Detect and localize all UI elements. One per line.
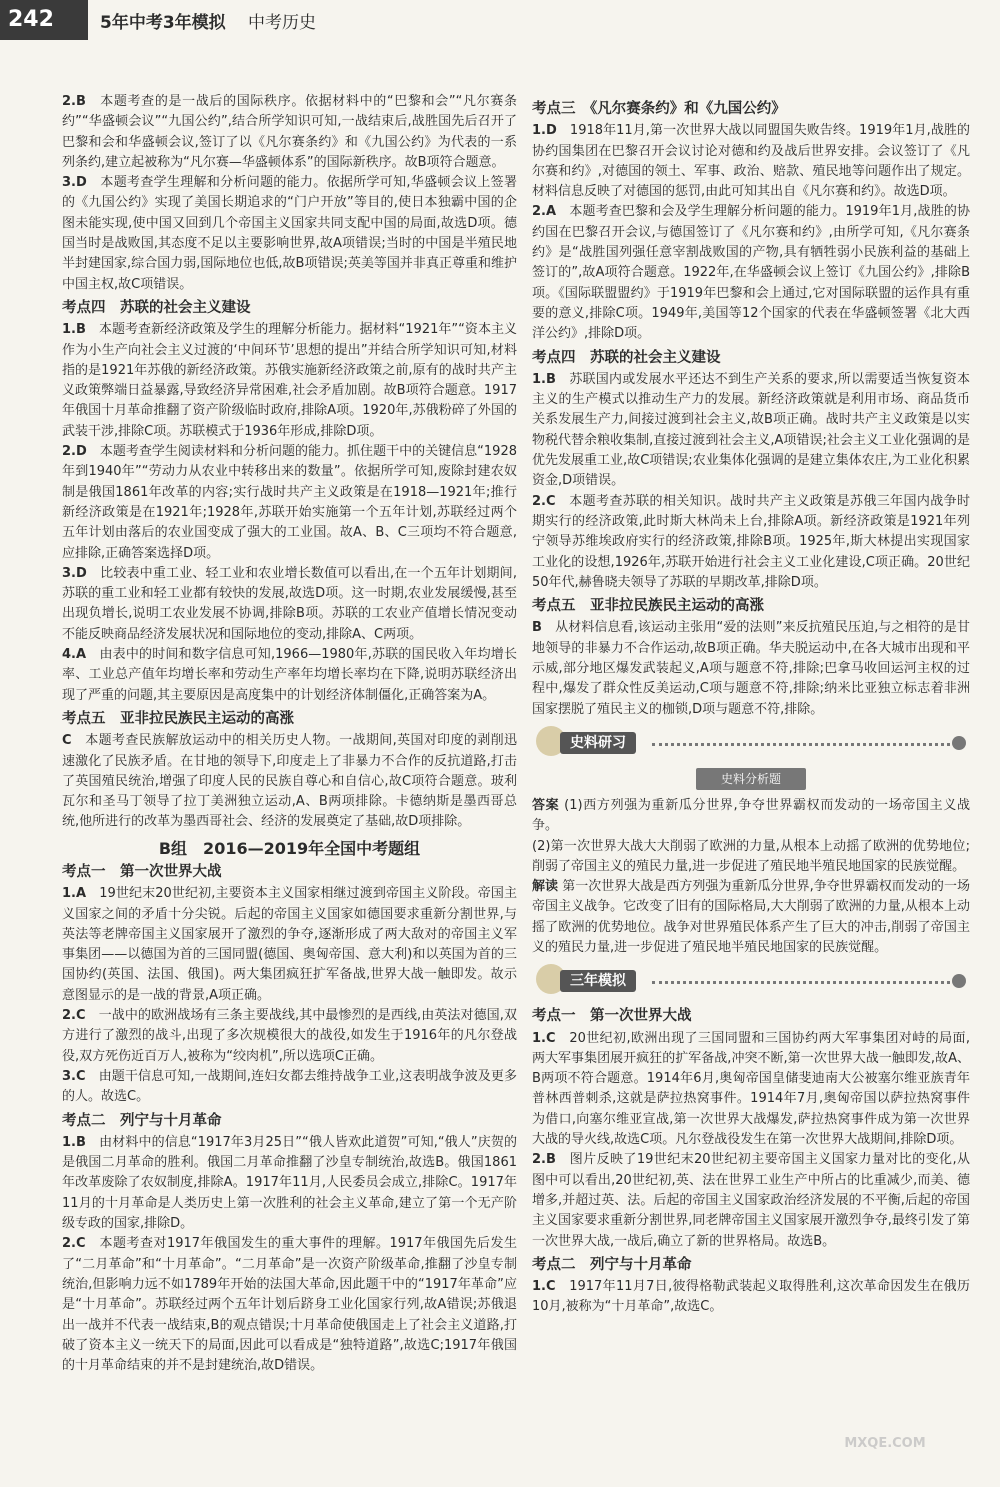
- section-heading: 考点一 第一次世界大战: [532, 1008, 692, 1025]
- section-heading: 考点三 《凡尔赛条约》和《九国公约》: [532, 101, 786, 117]
- item-text: 本题考查的是一战后的国际秩序。依据材料中的“巴黎和会”“凡尔赛条约”“华盛顿会议”“九国公约”,结合所学知识可知,一战结束后,战胜国先后召开了巴黎和会和华盛顿会议,签订了以《凡尔赛条约》和《九国公约》为代表的一系列条约,建立起被称为“凡尔赛—华盛顿体系”的国际新秩序。故B项符合题意。: [62, 94, 517, 170]
- section-banner-mock: [532, 964, 970, 1000]
- b-kd1-items: [62, 884, 517, 1107]
- answer-item: [62, 442, 517, 564]
- explain-label: 解读: [532, 879, 559, 895]
- kd5-items: [62, 731, 517, 832]
- sub-banner: 史料分析题: [696, 768, 806, 790]
- r-kd4-items: [532, 370, 970, 593]
- banner-label: 三年模拟: [560, 970, 636, 992]
- answer-item: [62, 92, 517, 173]
- item-number: 1.A: [62, 886, 87, 902]
- item-text: 20世纪初,欧洲出现了三国同盟和三国协约两大军事集团对峙的局面,两大军事集团展开疯狂的扩军备战,冲突不断,第一次世界大战一触即发,故A、B两项不符合题意。1914年6月,奥匈帝国皇储斐迪南大公被塞尔维亚族青年普林西普刺杀,这就是萨拉热窝事件。1914年7月,奥匈帝国以萨拉热窝事件为借口,向塞尔维亚宣战,第一次世界大战爆发,萨拉热窝事件成为第一次世界大战的导火线,故选C项。凡尔登战役发生在第一次世界大战期间,排除D项。: [532, 1030, 970, 1148]
- item-text: 1917年11月7日,彼得格勒武装起义取得胜利,这次革命因发生在俄历10月,被称为“十月革命”,故选C。: [532, 1279, 970, 1315]
- section-heading: 考点五 亚非拉民族民主运动的高涨: [532, 598, 764, 615]
- right-column: [532, 96, 970, 1318]
- item-number: 2.B: [532, 1152, 556, 1168]
- answer-label: 答案: [532, 797, 560, 813]
- answer-text-2: (2)第一次世界大战大大削弱了欧洲的力量,从根本上动摇了欧洲的优势地位;削弱了帝国主义的殖民力量,进一步促进了殖民地半殖民地国家的民族觉醒。: [532, 838, 970, 874]
- item-number: 2.C: [532, 493, 556, 509]
- answer-item: [62, 1067, 517, 1108]
- item-text: 本题考查苏联的相关知识。战时共产主义政策是苏俄三年国内战争时期实行的经济政策,此时斯大林尚未上台,排除A项。新经济政策是1921年列宁领导苏维埃政府实行的经济政策,排除B项。1925年,斯大林提出实现国家工业化的设想,1926年,苏联开始进行社会主义工业化建设,C项正确。20世纪50年代,赫鲁晓夫领导了苏联的早期改革,排除D项。: [532, 493, 970, 590]
- section-banner-study: [532, 726, 970, 762]
- item-number: 2.C: [62, 1236, 86, 1252]
- item-number: 2.D: [62, 444, 87, 460]
- item-text: 本题考查学生理解和分析问题的能力。依据所学可知,华盛顿会议上签署的《九国公约》实现了美国长期追求的“门户开放”等目的,使日本独霸中国的企图未能实现,使中国又回到几个帝国主义国家共同支配中国的局面,故选D项。德国当时是战败国,其态度不足以主要影响世界,故A项错误;当时的中国是半殖民地半封建国家,综合国力弱,国际地位也低,故B项错误;英美等国并非真正尊重和维护中国主权,故C项错误。: [62, 175, 517, 292]
- answer-item: [532, 121, 970, 202]
- item-number: 3.D: [62, 175, 87, 191]
- section-heading: 考点二 列宁与十月革命: [532, 1256, 692, 1273]
- item-text: 比较表中重工业、轻工业和农业增长数值可以看出,在一个五年计划期间,苏联的重工业和轻工业都有较快的发展,故选D项。这一时期,农业发展缓慢,甚至出现负增长,说明工农业发展不协调,排除B项。苏联的工农业产值增长情况变动不能反映商品经济发展状况和国际地位的变动,排除A、C两项。: [62, 565, 517, 642]
- answer-item: [532, 1150, 970, 1251]
- item-number: 2.B: [62, 94, 86, 109]
- item-text: 1918年11月,第一次世界大战以同盟国失败告终。1919年1月,战胜的协约国集团在巴黎召开会议讨论对德和约及战后世界安排。会议签订了《凡尔赛和约》,对德国的领土、军事、政治、赔款、殖民地等问题作出了规定。材料信息反映了对德国的惩罚,由此可知其出自《凡尔赛和约》。故选D项。: [532, 123, 970, 200]
- item-text: 本题考查学生阅读材料和分析问题的能力。抓住题干中的关键信息“1928年到1940年”“劳动力从农业中转移出来的数量”。依据所学可知,废除封建农奴制是俄国1861年改革的内容;实行战时共产主义政策是在1918—1921年;推行新经济政策是在1921年;1928年,苏联开始实施第一个五年计划,苏联经过两个五年计划由落后的农业国变成了强大的工业国。故A、B、C三项均不符合题意,应排除,正确答案选择D项。: [62, 444, 517, 561]
- answer-item: [532, 370, 970, 492]
- item-number: 1.D: [532, 123, 557, 139]
- answer-item: [62, 173, 517, 295]
- section-heading: 考点四 苏联的社会主义建设: [532, 349, 721, 366]
- b-kd2-items: [62, 1133, 517, 1377]
- answer-item: [532, 618, 970, 719]
- explain-block: [532, 877, 970, 958]
- item-text: 本题考查新经济政策及学生的理解分析能力。据材料“1921年”“资本主义作为小生产向社会主义过渡的‘中间环节’思想的提出”并结合所学知识可知,材料指的是1921年苏俄的新经济政策。苏俄实施新经济政策之前,原有的战时共产主义政策弊端日益暴露,导致经济异常困难,社会矛盾加剧。故B项符合题意。1917年俄国十月革命推翻了资产阶级临时政府,排除A项。1920年,苏俄粉碎了外国的武装干涉,排除C项。苏联模式于1936年形成,排除D项。: [62, 322, 517, 439]
- answer-item: [62, 645, 517, 706]
- page-header: [0, 0, 1000, 40]
- section-heading: 考点五 亚非拉民族民主运动的高涨: [62, 710, 294, 727]
- item-number: 2.C: [62, 1008, 86, 1024]
- answer-item: [62, 1234, 517, 1376]
- kd3-items: [532, 121, 970, 344]
- answer-item: [532, 1277, 970, 1318]
- item-text: 19世纪末20世纪初,主要资本主义国家相继过渡到帝国主义阶段。帝国主义国家之间的矛盾十分尖锐。后起的帝国主义国家如德国要求重新分割世界,与英法等老牌帝国主义国家展开了激烈的争夺,逐渐形成了两大敌对的帝国主义军事集团——以德国为首的三国同盟(德国、奥匈帝国、意大利)和以英国为首的三国协约(英国、法国、俄国)。两大集团疯狂扩军备战,世界大战一触即发。故示意图显示的是一战的背景,A项正确。: [62, 886, 517, 1003]
- answer-block: [532, 796, 970, 837]
- item-number: 4.A: [62, 647, 87, 663]
- answer-item: [532, 492, 970, 593]
- item-text: 由表中的时间和数字信息可知,1966—1980年,苏联的国民收入年均增长率、工业总产值年均增长率和劳动生产率年均增长率均在下降,说明苏联经济出现了严重的问题,其主要原因是高度集中的计划经济体制僵化,正确答案为A。: [62, 647, 517, 703]
- banner-label: 史料研习: [560, 732, 636, 754]
- m-kd2-items: [532, 1277, 970, 1318]
- answer-item: [62, 731, 517, 832]
- item-number: 3.D: [62, 565, 87, 581]
- item-text: 从材料信息看,该运动主张用“爱的法则”来反抗殖民压迫,与之相符的是甘地领导的非暴力不合作运动,故B项正确。华夫脱运动中,在各大城市出现和平示威,部分地区爆发武装起义,A项与题意不符,排除;巴拿马收回运河主权的过程中,爆发了群众性反美运动,C项与题意不符,排除;纳米比亚独立标志着非洲国家摆脱了殖民主义的枷锁,D项与题意不符,排除。: [532, 620, 970, 717]
- kd4-items: [62, 320, 517, 706]
- top-items: [62, 92, 517, 295]
- section-heading: 考点二 列宁与十月革命: [62, 1112, 222, 1129]
- subject-label: 中考历史: [248, 13, 316, 33]
- answer-item: [532, 1029, 970, 1151]
- item-number: 1.B: [62, 1134, 86, 1150]
- banner-dot-icon: [952, 736, 966, 750]
- answer-item: [62, 1133, 517, 1234]
- m-kd1-items: [532, 1029, 970, 1252]
- item-number: 2.A: [532, 204, 557, 220]
- watermark-logo: MXQE.COM: [844, 1436, 926, 1451]
- item-number: B: [532, 620, 542, 636]
- left-column: [62, 92, 517, 1376]
- item-text: 本题考查民族解放运动中的相关历史人物。一战期间,英国对印度的剥削迅速激化了民族矛盾。在甘地的领导下,印度走上了非暴力不合作的反抗道路,打击了英国殖民统治,增强了印度人民的民族自尊心和自信心,故C项符合题意。玻利瓦尔和圣马丁领导了拉丁美洲独立运动,A、B两项排除。卡德纳斯是墨西哥总统,他所进行的改革为墨西哥社会、经济的发展奠定了基础,故D项排除。: [62, 733, 517, 830]
- item-text: 由题干信息可知,一战期间,连妇女都去维持战争工业,这表明战争波及更多的人。故选C。: [62, 1068, 517, 1105]
- answer-text: (1)西方列强为重新瓜分世界,争夺世界霸权而发动的一场帝国主义战争。: [532, 797, 970, 834]
- item-number: 1.C: [532, 1030, 556, 1046]
- group-b-heading: B组 2016—2019年全国中考题组: [158, 838, 421, 858]
- r-kd5-items: [532, 618, 970, 719]
- section-heading: 考点四 苏联的社会主义建设: [62, 299, 251, 316]
- item-text: 本题考查对1917年俄国发生的重大事件的理解。1917年俄国先后发生了“二月革命”和“十月革命”。“二月革命”是一次资产阶级革命,推翻了沙皇专制统治,但影响力远不如1789年开始的法国大革命,因此题干中的“1917年革命”应是“十月革命”。苏联经过两个五年计划后跻身工业化国家行列,故A错误;苏俄退出一战并不代表一战结束,B的观点错误;十月革命使俄国走上了社会主义道路,打破了资本主义一统天下的局面,因此可以看成是“独特道路”,故选C;1917年俄国的十月革命结束的并不是封建统治,故D错误。: [62, 1236, 517, 1374]
- page-number: 242: [0, 0, 88, 40]
- book-title: 5年中考3年模拟: [100, 13, 226, 33]
- item-number: C: [62, 733, 72, 749]
- banner-rule: [652, 981, 956, 984]
- answer-item: [532, 202, 970, 344]
- answer-item: [62, 564, 517, 645]
- item-text: 苏联国内或发展水平还达不到生产关系的要求,所以需要适当恢复资本主义的生产模式以推动生产力的发展。新经济政策就是利用市场、商品货币关系发展生产力,间接过渡到社会主义,故B项正确。战时共产主义政策是以实物税代替余粮收集制,直接过渡到社会主义,A项错误;社会主义工业化强调的是优先发展重工业,故C项错误;农业集体化强调的是建立集体农庄,为工业化积累资金,D项错误。: [532, 371, 970, 489]
- item-number: 1.B: [62, 322, 86, 338]
- banner-dot-icon: [952, 974, 966, 988]
- item-text: 一战中的欧洲战场有三条主要战线,其中最惨烈的是西线,由英法对德国,双方进行了激烈的战斗,出现了多次规模很大的战役,如发生于1916年的凡尔登战役,双方死伤近百万人,被称为“绞肉机”,所以选项C正确。: [62, 1008, 517, 1064]
- item-number: 1.B: [532, 371, 556, 387]
- section-heading: 考点一 第一次世界大战: [62, 863, 222, 880]
- banner-rule: [652, 743, 956, 746]
- answer-item: [62, 884, 517, 1006]
- item-text: 图片反映了19世纪末20世纪初主要帝国主义国家力量对比的变化,从图中可以看出,20世纪初,英、法在世界工业生产中所占的比重减少,而美、德增多,并超过英、法。后起的帝国主义国家政治经济发展的不平衡,后起的帝国主义国家要求重新分割世界,同老牌帝国主义国家展开激烈争夺,最终引发了第一次世界大战,一战后,确立了新的世界格局。故选B。: [532, 1152, 970, 1249]
- answer-item: [62, 320, 517, 442]
- item-number: 3.C: [62, 1068, 86, 1084]
- explain-text: 第一次世界大战是西方列强为重新瓜分世界,争夺世界霸权而发动的一场帝国主义战争。它改变了旧有的国际格局,大大削弱了欧洲的力量,从根本上动摇了欧洲的优势地位。战争对世界殖民体系产生了巨大的冲击,削弱了帝国主义的殖民力量,进一步促进了殖民地半殖民地国家的民族觉醒。: [532, 879, 970, 955]
- item-number: 1.C: [532, 1279, 556, 1295]
- answer-item: [62, 1006, 517, 1067]
- item-text: 本题考查巴黎和会及学生理解分析问题的能力。1919年1月,战胜的协约国在巴黎召开会议,与德国签订了《凡尔赛和约》,由所学可知,《凡尔赛条约》是“战胜国列强任意宰割战败国的产物,具有牺牲弱小民族利益的基础上签订的”,故A项符合题意。1922年,在华盛顿会议上签订《九国公约》,排除B项。《国际联盟盟约》于1919年巴黎和会上通过,它对国际联盟的运作具有重要的意义,排除C项。1949年,美国等12个国家的代表在华盛顿签署《北大西洋公约》,排除D项。: [532, 204, 970, 342]
- item-text: 由材料中的信息“1917年3月25日”“俄人皆欢此道贺”可知,“俄人”庆贺的是俄国二月革命的胜利。俄国二月革命推翻了沙皇专制统治,故选B。俄国1861年改革废除了农奴制度,排除A。1917年11月,人民委员会成立,排除C。1917年11月的十月革命是人类历史上第一次胜利的社会主义革命,建立了第一个无产阶级专政的国家,排除D。: [62, 1134, 517, 1232]
